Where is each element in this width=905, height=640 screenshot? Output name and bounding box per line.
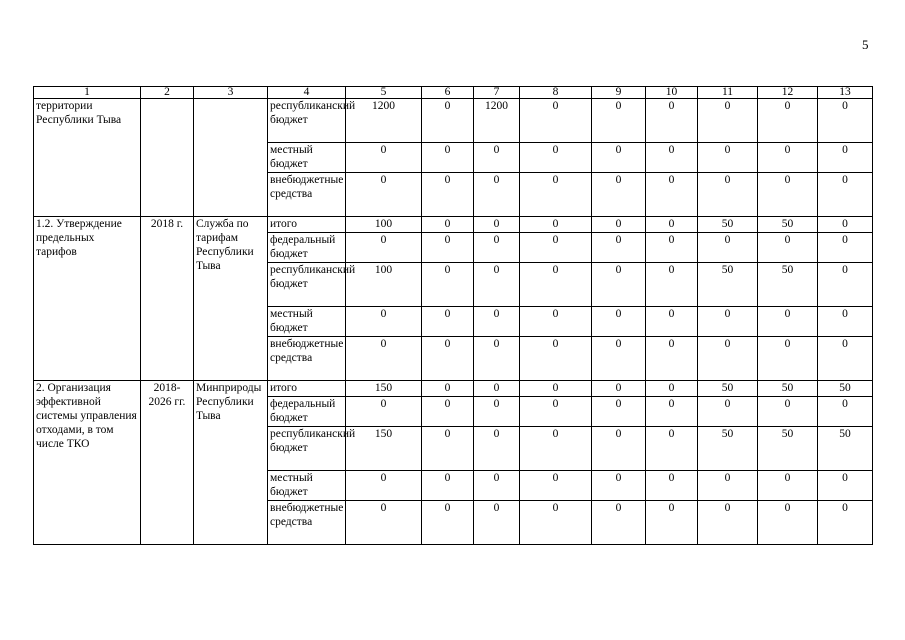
value-cell: 0 bbox=[520, 397, 592, 427]
value-cell: 0 bbox=[474, 263, 520, 307]
value-cell: 0 bbox=[474, 217, 520, 233]
value-cell: 0 bbox=[818, 501, 873, 545]
value-cell: 0 bbox=[646, 427, 698, 471]
value-cell: 0 bbox=[592, 233, 646, 263]
funding-source-cell: местный бюджет bbox=[268, 471, 346, 501]
value-cell: 0 bbox=[520, 427, 592, 471]
description-cell: 1.2. Утверждение предельных тарифов bbox=[34, 217, 141, 381]
value-cell: 0 bbox=[698, 501, 758, 545]
funding-source-cell: республиканский бюджет bbox=[268, 99, 346, 143]
value-cell: 0 bbox=[698, 307, 758, 337]
value-cell: 0 bbox=[520, 471, 592, 501]
value-cell: 0 bbox=[346, 471, 422, 501]
value-cell: 0 bbox=[520, 307, 592, 337]
value-cell: 0 bbox=[422, 427, 474, 471]
description-cell: 2. Организация эффективной системы управления отходами, в том числе ТКО bbox=[34, 381, 141, 545]
value-cell: 0 bbox=[698, 337, 758, 381]
value-cell: 0 bbox=[646, 471, 698, 501]
page-number: 5 bbox=[862, 37, 869, 52]
value-cell: 0 bbox=[422, 263, 474, 307]
value-cell: 0 bbox=[646, 263, 698, 307]
value-cell: 0 bbox=[474, 381, 520, 397]
value-cell: 0 bbox=[646, 233, 698, 263]
value-cell: 0 bbox=[474, 397, 520, 427]
responsible-cell: Минприроды Республики Тыва bbox=[194, 381, 268, 545]
value-cell: 0 bbox=[422, 471, 474, 501]
value-cell: 0 bbox=[474, 337, 520, 381]
funding-source-cell: местный бюджет bbox=[268, 307, 346, 337]
value-cell: 0 bbox=[474, 471, 520, 501]
value-cell: 0 bbox=[592, 99, 646, 143]
value-cell: 50 bbox=[758, 217, 818, 233]
value-cell: 50 bbox=[698, 217, 758, 233]
funding-source-cell: внебюджетные средства bbox=[268, 337, 346, 381]
value-cell: 0 bbox=[592, 217, 646, 233]
value-cell: 0 bbox=[592, 501, 646, 545]
value-cell: 0 bbox=[758, 307, 818, 337]
value-cell: 0 bbox=[758, 471, 818, 501]
value-cell: 1200 bbox=[474, 99, 520, 143]
value-cell: 0 bbox=[520, 217, 592, 233]
value-cell: 150 bbox=[346, 427, 422, 471]
value-cell: 0 bbox=[646, 501, 698, 545]
col-header: 6 bbox=[422, 87, 474, 99]
period-cell: 2018-2026 гг. bbox=[141, 381, 194, 545]
value-cell: 0 bbox=[698, 471, 758, 501]
value-cell: 150 bbox=[346, 381, 422, 397]
value-cell: 0 bbox=[698, 173, 758, 217]
value-cell: 0 bbox=[474, 427, 520, 471]
value-cell: 0 bbox=[818, 217, 873, 233]
value-cell: 0 bbox=[592, 143, 646, 173]
value-cell: 0 bbox=[646, 99, 698, 143]
funding-source-cell: итого bbox=[268, 217, 346, 233]
funding-source-cell: внебюджетные средства bbox=[268, 173, 346, 217]
funding-source-cell: итого bbox=[268, 381, 346, 397]
value-cell: 0 bbox=[474, 501, 520, 545]
value-cell: 0 bbox=[592, 173, 646, 217]
value-cell: 50 bbox=[698, 263, 758, 307]
value-cell: 0 bbox=[346, 143, 422, 173]
value-cell: 0 bbox=[474, 143, 520, 173]
col-header: 3 bbox=[194, 87, 268, 99]
value-cell: 0 bbox=[758, 99, 818, 143]
value-cell: 0 bbox=[818, 397, 873, 427]
value-cell: 0 bbox=[346, 501, 422, 545]
col-header: 10 bbox=[646, 87, 698, 99]
table-row bbox=[34, 381, 873, 397]
value-cell: 0 bbox=[646, 173, 698, 217]
value-cell: 0 bbox=[646, 337, 698, 381]
funding-source-cell: местный бюджет bbox=[268, 143, 346, 173]
value-cell: 0 bbox=[646, 143, 698, 173]
col-header: 12 bbox=[758, 87, 818, 99]
value-cell: 0 bbox=[646, 397, 698, 427]
value-cell: 0 bbox=[592, 397, 646, 427]
value-cell: 0 bbox=[474, 173, 520, 217]
value-cell: 0 bbox=[422, 307, 474, 337]
value-cell: 0 bbox=[346, 307, 422, 337]
value-cell: 0 bbox=[422, 99, 474, 143]
funding-source-cell: внебюджетные средства bbox=[268, 501, 346, 545]
value-cell: 0 bbox=[474, 233, 520, 263]
value-cell: 0 bbox=[758, 173, 818, 217]
period-cell bbox=[141, 99, 194, 217]
value-cell: 0 bbox=[818, 233, 873, 263]
value-cell: 0 bbox=[520, 381, 592, 397]
value-cell: 0 bbox=[758, 143, 818, 173]
col-header: 9 bbox=[592, 87, 646, 99]
value-cell: 0 bbox=[818, 307, 873, 337]
value-cell: 100 bbox=[346, 263, 422, 307]
funding-source-cell: республиканский бюджет bbox=[268, 427, 346, 471]
value-cell: 0 bbox=[422, 397, 474, 427]
value-cell: 100 bbox=[346, 217, 422, 233]
value-cell: 50 bbox=[698, 427, 758, 471]
responsible-cell bbox=[194, 99, 268, 217]
value-cell: 0 bbox=[758, 397, 818, 427]
value-cell: 0 bbox=[592, 263, 646, 307]
value-cell: 50 bbox=[698, 381, 758, 397]
value-cell: 0 bbox=[520, 99, 592, 143]
value-cell: 0 bbox=[698, 397, 758, 427]
col-header: 2 bbox=[141, 87, 194, 99]
value-cell: 0 bbox=[520, 143, 592, 173]
value-cell: 0 bbox=[592, 307, 646, 337]
value-cell: 0 bbox=[592, 337, 646, 381]
value-cell: 0 bbox=[422, 381, 474, 397]
value-cell: 0 bbox=[698, 233, 758, 263]
table-row bbox=[34, 99, 873, 143]
value-cell: 0 bbox=[422, 501, 474, 545]
value-cell: 0 bbox=[346, 173, 422, 217]
funding-source-cell: федеральный бюджет bbox=[268, 233, 346, 263]
funding-source-cell: федеральный бюджет bbox=[268, 397, 346, 427]
col-header: 8 bbox=[520, 87, 592, 99]
value-cell: 50 bbox=[758, 381, 818, 397]
value-cell: 0 bbox=[520, 337, 592, 381]
value-cell: 0 bbox=[422, 337, 474, 381]
value-cell: 0 bbox=[698, 143, 758, 173]
value-cell: 0 bbox=[592, 427, 646, 471]
value-cell: 0 bbox=[758, 501, 818, 545]
budget-table bbox=[33, 86, 873, 545]
description-cell: территории Республики Тыва bbox=[34, 99, 141, 217]
period-cell: 2018 г. bbox=[141, 217, 194, 381]
value-cell: 0 bbox=[346, 233, 422, 263]
value-cell: 0 bbox=[818, 337, 873, 381]
value-cell: 50 bbox=[758, 263, 818, 307]
col-header: 7 bbox=[474, 87, 520, 99]
value-cell: 50 bbox=[758, 427, 818, 471]
value-cell: 0 bbox=[422, 217, 474, 233]
value-cell: 0 bbox=[758, 233, 818, 263]
value-cell: 0 bbox=[520, 173, 592, 217]
value-cell: 0 bbox=[818, 143, 873, 173]
value-cell: 0 bbox=[818, 263, 873, 307]
value-cell: 0 bbox=[592, 381, 646, 397]
responsible-cell: Служба по тарифам Республики Тыва bbox=[194, 217, 268, 381]
value-cell: 0 bbox=[758, 337, 818, 381]
value-cell: 0 bbox=[818, 99, 873, 143]
value-cell: 0 bbox=[346, 397, 422, 427]
value-cell: 50 bbox=[818, 381, 873, 397]
value-cell: 0 bbox=[818, 471, 873, 501]
value-cell: 0 bbox=[474, 307, 520, 337]
col-header: 1 bbox=[34, 87, 141, 99]
value-cell: 0 bbox=[520, 501, 592, 545]
table-row bbox=[34, 217, 873, 233]
funding-source-cell: республиканский бюджет bbox=[268, 263, 346, 307]
value-cell: 0 bbox=[592, 471, 646, 501]
value-cell: 0 bbox=[520, 233, 592, 263]
value-cell: 0 bbox=[646, 217, 698, 233]
col-header: 4 bbox=[268, 87, 346, 99]
header-row bbox=[34, 87, 873, 99]
value-cell: 0 bbox=[698, 99, 758, 143]
value-cell: 0 bbox=[422, 143, 474, 173]
value-cell: 50 bbox=[818, 427, 873, 471]
value-cell: 0 bbox=[346, 337, 422, 381]
value-cell: 0 bbox=[422, 173, 474, 217]
col-header: 13 bbox=[818, 87, 873, 99]
value-cell: 0 bbox=[646, 307, 698, 337]
value-cell: 1200 bbox=[346, 99, 422, 143]
value-cell: 0 bbox=[520, 263, 592, 307]
col-header: 11 bbox=[698, 87, 758, 99]
value-cell: 0 bbox=[646, 381, 698, 397]
col-header: 5 bbox=[346, 87, 422, 99]
value-cell: 0 bbox=[422, 233, 474, 263]
value-cell: 0 bbox=[818, 173, 873, 217]
